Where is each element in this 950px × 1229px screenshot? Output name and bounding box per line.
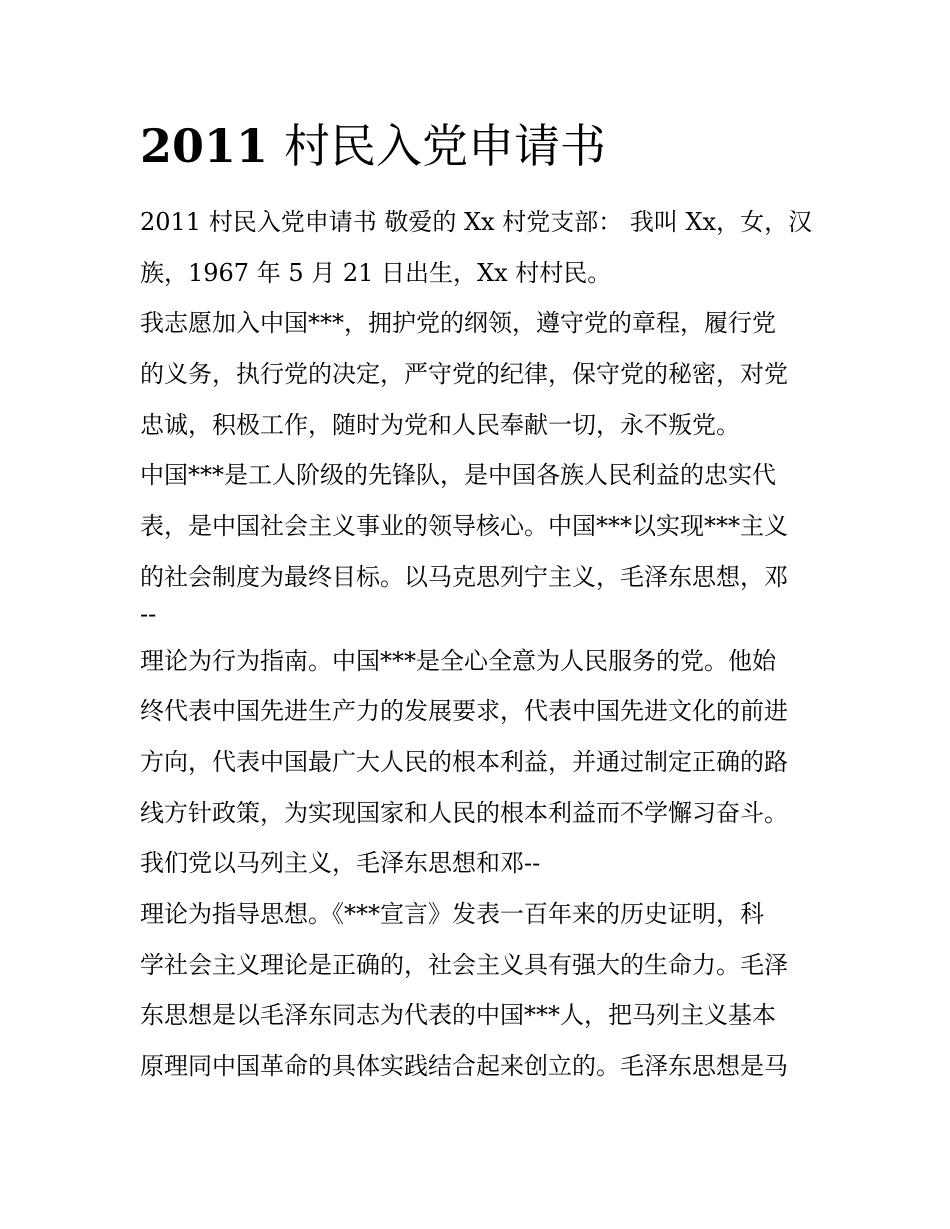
- body-line: 2011 村民入党申请书 敬爱的 Xx 村党支部： 我叫 Xx，女，汉: [140, 208, 813, 236]
- title-year: 2011: [140, 119, 269, 173]
- body-line: 我们党以马列主义，毛泽东思想和邓--: [140, 849, 541, 878]
- body-line: 终代表中国先进生产力的发展要求，代表中国先进文化的前进: [140, 697, 788, 726]
- document-body: [140, 197, 830, 1092]
- body-line: 族，1967 年 5 月 21 日出生，Xx 村村民。: [140, 258, 612, 287]
- body-line: 方向，代表中国最广大人民的根本利益，并通过制定正确的路: [140, 747, 788, 776]
- document-title: [140, 116, 606, 176]
- body-line: 中国***是工人阶级的先锋队，是中国各族人民利益的忠实代: [140, 461, 776, 490]
- body-line: 忠诚，积极工作，随时为党和人民奉献一切，永不叛党。: [140, 410, 740, 439]
- body-line: 东思想是以毛泽东同志为代表的中国***人，把马列主义基本: [140, 1001, 776, 1030]
- body-line: 学社会主义理论是正确的，社会主义具有强大的生命力。毛泽: [140, 950, 788, 979]
- body-line: 我志愿加入中国***，拥护党的纲领，遵守党的章程，履行党: [140, 309, 776, 338]
- body-line: 的义务，执行党的决定，严守党的纪律，保守党的秘密，对党: [140, 360, 788, 389]
- body-line: 原理同中国革命的具体实践结合起来创立的。毛泽东思想是马: [140, 1052, 788, 1080]
- title-text: 村民入党申请书: [284, 119, 607, 173]
- body-line: 线方针政策，为实现国家和人民的根本利益而不学懈习奋斗。: [140, 798, 788, 827]
- body-line: 表，是中国社会主义事业的领导核心。中国***以实现***主义: [140, 512, 788, 541]
- body-line-dash: --: [140, 599, 157, 628]
- body-line: 理论为指导思想。《***宣言》发表一百年来的历史证明，科: [140, 899, 764, 928]
- body-line: 的社会制度为最终目标。以马克思列宁主义，毛泽东思想，邓: [140, 562, 788, 591]
- body-line: 理论为行为指南。中国***是全心全意为人民服务的党。他始: [140, 646, 776, 675]
